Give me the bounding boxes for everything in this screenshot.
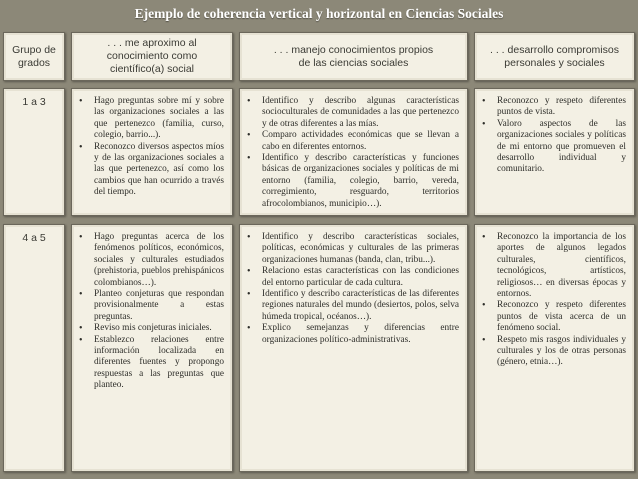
- list-item: • Explico semejanzas y diferencias entre organizaciones político-administrativas.: [262, 323, 459, 346]
- row-2-grade: 4 a 5: [3, 224, 65, 472]
- list-item: • Establezco relaciones entre información localizada en diferentes fuentes y propongo respuestas a las preguntas que planteo.: [94, 335, 224, 392]
- header-commitments: . . . desarrollo compromisos personales y sociales: [474, 32, 635, 81]
- list-item: • Reconozco la importancia de los aportes de algunos legados culturales, científicos, tecnológicos, artísticos, religiosos… en diversas épocas y entornos.: [497, 232, 626, 300]
- list-item: • Identifico y describo algunas características socioculturales de comunidades a las que pertenezco y de otras diferentes a las mías.: [262, 96, 459, 130]
- row-2-approach-cell: [71, 224, 233, 472]
- list-item: • Identifico y describo características sociales, políticas, económicas y culturales de las primeras organizaciones humanas (banda, clan, tribu...).: [262, 232, 459, 266]
- row-2-approach-list: [72, 225, 232, 392]
- list-item: • Identifico y describo características de las diferentes regiones naturales del mundo (desiertos, polos, selva húmeda tropical, océanos…).: [262, 289, 459, 323]
- row-1-approach-list: [72, 89, 232, 199]
- row-1-knowledge-cell: [239, 88, 468, 216]
- list-item: • Comparo actividades económicas que se llevan a cabo en diferentes entornos.: [262, 130, 459, 153]
- header-knowledge: . . . manejo conocimientos propios de las ciencias sociales: [239, 32, 468, 81]
- list-item: • Respeto mis rasgos individuales y culturales y los de otras personas (género, etnia…).: [497, 335, 626, 369]
- list-item: • Hago preguntas acerca de los fenómenos políticos, económicos, sociales y culturales estudiados (prehistoria, pueblos prehispánicos colombianos…).: [94, 232, 224, 289]
- list-item: • Relaciono estas características con las condiciones del entorno particular de cada cultura.: [262, 266, 459, 289]
- row-2-knowledge-cell: [239, 224, 468, 472]
- list-item: • Planteo conjeturas que respondan provisionalmente a estas preguntas.: [94, 289, 224, 323]
- row-1-grade: 1 a 3: [3, 88, 65, 216]
- row-2-knowledge-list: [240, 225, 467, 346]
- page-title: Ejemplo de coherencia vertical y horizontal en Ciencias Sociales: [134, 6, 504, 21]
- row-2-commitments-cell: [474, 224, 635, 472]
- header-approach: . . . me aproximo al conocimiento como científico(a) social: [71, 32, 233, 81]
- row-1-commitments-cell: [474, 88, 635, 216]
- list-item: • Reconozco y respeto diferentes puntos de vista acerca de un fenómeno social.: [497, 300, 626, 334]
- row-1-knowledge-list: [240, 89, 467, 210]
- row-1-commitments-list: [475, 89, 634, 176]
- list-item: • Identifico y describo características y funciones básicas de organizaciones sociales y políticas de mi entorno (familia, colegio, barrio, vereda, corregimiento, resguardo, territorios afrocolombianos, municipio…).: [262, 153, 459, 210]
- row-2-commitments-list: [475, 225, 634, 369]
- list-item: • Reconozco diversos aspectos míos y de las organizaciones sociales a las que pertenezco, así como los cambios que han ocurrido a través del tiempo.: [94, 142, 224, 199]
- list-item: • Valoro aspectos de las organizaciones sociales y políticas de mi entorno que promueven el desarrollo individual y comunitario.: [497, 119, 626, 176]
- list-item: • Reconozco y respeto diferentes puntos de vista.: [497, 96, 626, 119]
- row-1-approach-cell: [71, 88, 233, 216]
- list-item: • Reviso mis conjeturas iniciales.: [94, 323, 224, 334]
- header-grade: Grupo de grados: [3, 32, 65, 81]
- list-item: • Hago preguntas sobre mí y sobre las organizaciones sociales a las que pertenezco (familia, curso, colegio, barrio...).: [94, 96, 224, 142]
